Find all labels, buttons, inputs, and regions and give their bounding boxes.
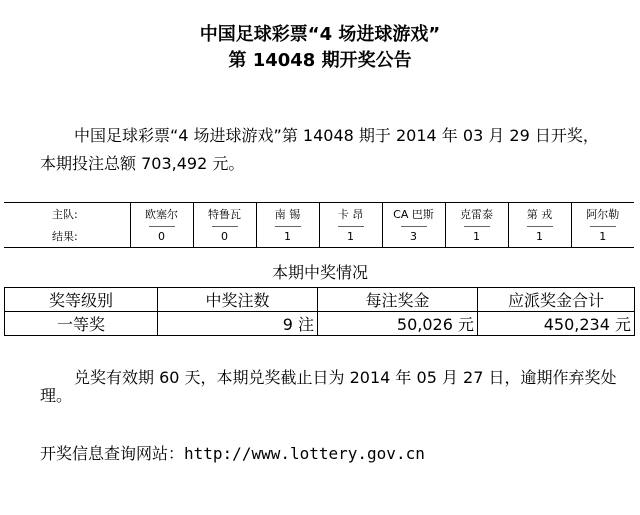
prize-row (5, 312, 635, 336)
match-results-table (4, 202, 634, 248)
match-score: 1 (508, 225, 571, 248)
team-name: 南 锡 (256, 203, 319, 226)
prize-table (4, 287, 635, 336)
match-score: 0 (130, 225, 193, 248)
expiry-notice-line2: 理。 (40, 386, 73, 405)
announcement-title: 中国足球彩票“4 场进球游戏” (199, 24, 441, 45)
team-name: 卡 昂 (319, 203, 382, 226)
prize-per-bet: 50,026 元 (318, 312, 478, 336)
header-winning-count: 中奖注数 (158, 288, 318, 312)
total-payout: 450,234 元 (478, 312, 635, 336)
match-score: 1 (571, 225, 634, 248)
match-score: 0 (193, 225, 256, 248)
team-name: CA 巴斯 (382, 203, 445, 226)
team-name: 阿尔勒 (571, 203, 634, 226)
result-label: 结果: (52, 230, 78, 243)
match-score: 3 (382, 225, 445, 248)
website-line (40, 444, 425, 464)
website-label: 开奖信息查询网站： (40, 444, 185, 463)
team-name: 克雷泰 (445, 203, 508, 226)
prize-section-caption: 本期中奖情况 (271, 263, 368, 282)
match-score: 1 (319, 225, 382, 248)
winning-count: 9 注 (158, 312, 318, 336)
team-name: 欧塞尔 (130, 203, 193, 226)
result-row (4, 225, 634, 248)
team-name: 第 戎 (508, 203, 571, 226)
header-prize-per-bet: 每注奖金 (318, 288, 478, 312)
home-team-label: 主队: (52, 208, 78, 221)
prize-level: 一等奖 (5, 312, 158, 336)
issue-title: 第 14048 期开奖公告 (228, 50, 412, 71)
website-url: http://www.lottery.gov.cn (184, 444, 425, 463)
match-score: 1 (256, 225, 319, 248)
prize-header-row (5, 288, 635, 312)
intro-paragraph-line1: 中国足球彩票“4 场进球游戏”第 14048 期于 2014 年 03 月 29 日开奖， (74, 126, 599, 145)
expiry-notice-line1: 兑奖有效期 60 天，本期兑奖截止日为 2014 年 05 月 27 日，逾期作弃奖处 (74, 368, 617, 387)
header-total-payout: 应派奖金合计 (478, 288, 635, 312)
header-prize-level: 奖等级别 (5, 288, 158, 312)
intro-paragraph-line2: 本期投注总额 703,492 元。 (40, 154, 245, 173)
home-team-row (4, 203, 634, 226)
match-score: 1 (445, 225, 508, 248)
team-name: 特鲁瓦 (193, 203, 256, 226)
